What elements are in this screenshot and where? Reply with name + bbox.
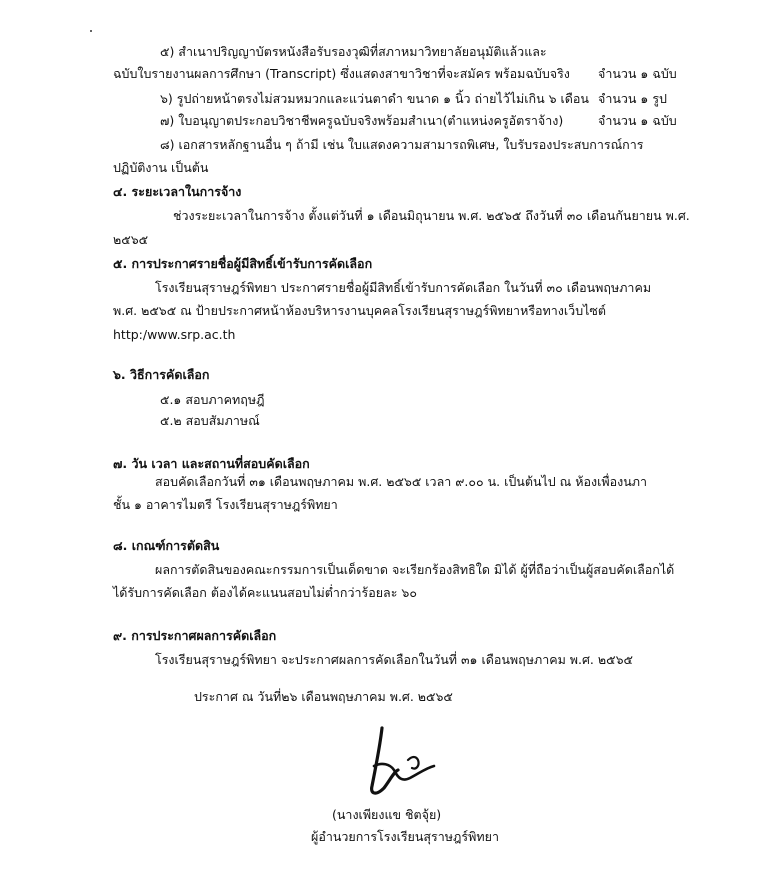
section-5-line2: พ.ศ. ๒๕๖๕ ณ ป้ายประกาศหน้าห้องบริหารงานบุคคลโรงเรียนสุราษฎร์พิทยาหรือทางเว็บไซต์ — [113, 303, 607, 318]
doc-item-5-line1: ๕) สำเนาปริญญาบัตรหนังสือรับรองวุฒิที่สภาหมาวิทยาลัยอนุมัติแล้วและ — [160, 44, 547, 59]
section-5-line1: โรงเรียนสุราษฎร์พิทยา ประกาศรายชื่อผู้มีสิทธิ์เข้ารับการคัดเลือก ในวันที่ ๓๐ เดือนพฤษภาคม — [155, 280, 652, 295]
section-6-title: ๖. วิธีการคัดเลือก — [113, 367, 210, 382]
doc-item-7: ๗) ใบอนุญาตประกอบวิชาชีพครูฉบับจริงพร้อมสำเนา(ตำแหน่งครูอัตราจ้าง) — [160, 113, 564, 128]
doc-item-8-line1: ๘) เอกสารหลักฐานอื่น ๆ ถ้ามี เช่น ใบแสดงความสามารถพิเศษ, ใบรับรองประสบการณ์การ — [160, 137, 644, 152]
scan-speck — [90, 30, 92, 32]
signer-name: (นางเพียงแข ชิตจุ้ย) — [332, 807, 442, 822]
section-6-item1: ๕.๑ สอบภาคทฤษฎี — [160, 392, 265, 407]
doc-item-7-quantity: จำนวน ๑ ฉบับ — [598, 113, 677, 128]
section-8-title: ๘. เกณฑ์การตัดสิน — [113, 538, 220, 553]
signer-position: ผู้อำนวยการโรงเรียนสุราษฎร์พิทยา — [311, 829, 499, 844]
section-7-line2: ชั้น ๑ อาคารไมตรี โรงเรียนสุราษฎร์พิทยา — [113, 497, 338, 512]
doc-item-5-quantity: จำนวน ๑ ฉบับ — [598, 66, 677, 81]
doc-item-8-line2: ปฏิบัติงาน เป็นต้น — [113, 160, 209, 175]
doc-item-6-quantity: จำนวน ๑ รูป — [598, 91, 667, 106]
handwritten-signature — [360, 720, 450, 800]
section-6-item2: ๕.๒ สอบสัมภาษณ์ — [160, 413, 260, 428]
section-4-line1: ช่วงระยะเวลาในการจ้าง ตั้งแต่วันที่ ๑ เดือนมิถุนายน พ.ศ. ๒๕๖๕ ถึงวันที่ ๓๐ เดือนกันยายน พ.ศ. — [173, 208, 690, 223]
doc-item-6: ๖) รูปถ่ายหน้าตรงไม่สวมหมวกและแว่นตาดำ ขนาด ๑ นิ้ว ถ่ายไว้ไม่เกิน ๖ เดือน — [160, 91, 589, 106]
doc-item-5-line2: ฉบับใบรายงานผลการศึกษา (Transcript) ซึ่งแสดงสาขาวิชาที่จะสมัคร พร้อมฉบับจริง — [113, 66, 570, 81]
announcement-date: ประกาศ ณ วันที่๒๖ เดือนพฤษภาคม พ.ศ. ๒๕๖๕ — [194, 689, 453, 704]
section-5-title: ๕. การประกาศรายชื่อผู้มีสิทธิ์เข้ารับการคัดเลือก — [113, 256, 373, 271]
section-9-line1: โรงเรียนสุราษฎร์พิทยา จะประกาศผลการคัดเลือกในวันที่ ๓๑ เดือนพฤษภาคม พ.ศ. ๒๕๖๕ — [155, 652, 633, 667]
section-7-title: ๗. วัน เวลา และสถานที่สอบคัดเลือก — [113, 456, 310, 471]
section-8-line2: ได้รับการคัดเลือก ต้องได้คะแนนสอบไม่ต่ำกว่าร้อยละ ๖๐ — [113, 585, 417, 600]
website-url: http:/www.srp.ac.th — [113, 327, 236, 342]
section-4-title: ๔. ระยะเวลาในการจ้าง — [113, 184, 242, 199]
section-9-title: ๙. การประกาศผลการคัดเลือก — [113, 628, 277, 643]
section-7-line1: สอบคัดเลือกวันที่ ๓๑ เดือนพฤษภาคม พ.ศ. ๒๕๖๕ เวลา ๙.๐๐ น. เป็นต้นไป ณ ห้องเพื่องนภา — [155, 474, 648, 489]
section-8-line1: ผลการตัดสินของคณะกรรมการเป็นเด็ดขาด จะเรียกร้องสิทธิใด มิได้ ผู้ที่ถือว่าเป็นผู้สอบคัดเลือกได้ — [155, 562, 675, 577]
section-4-line2: ๒๕๖๕ — [113, 232, 149, 247]
